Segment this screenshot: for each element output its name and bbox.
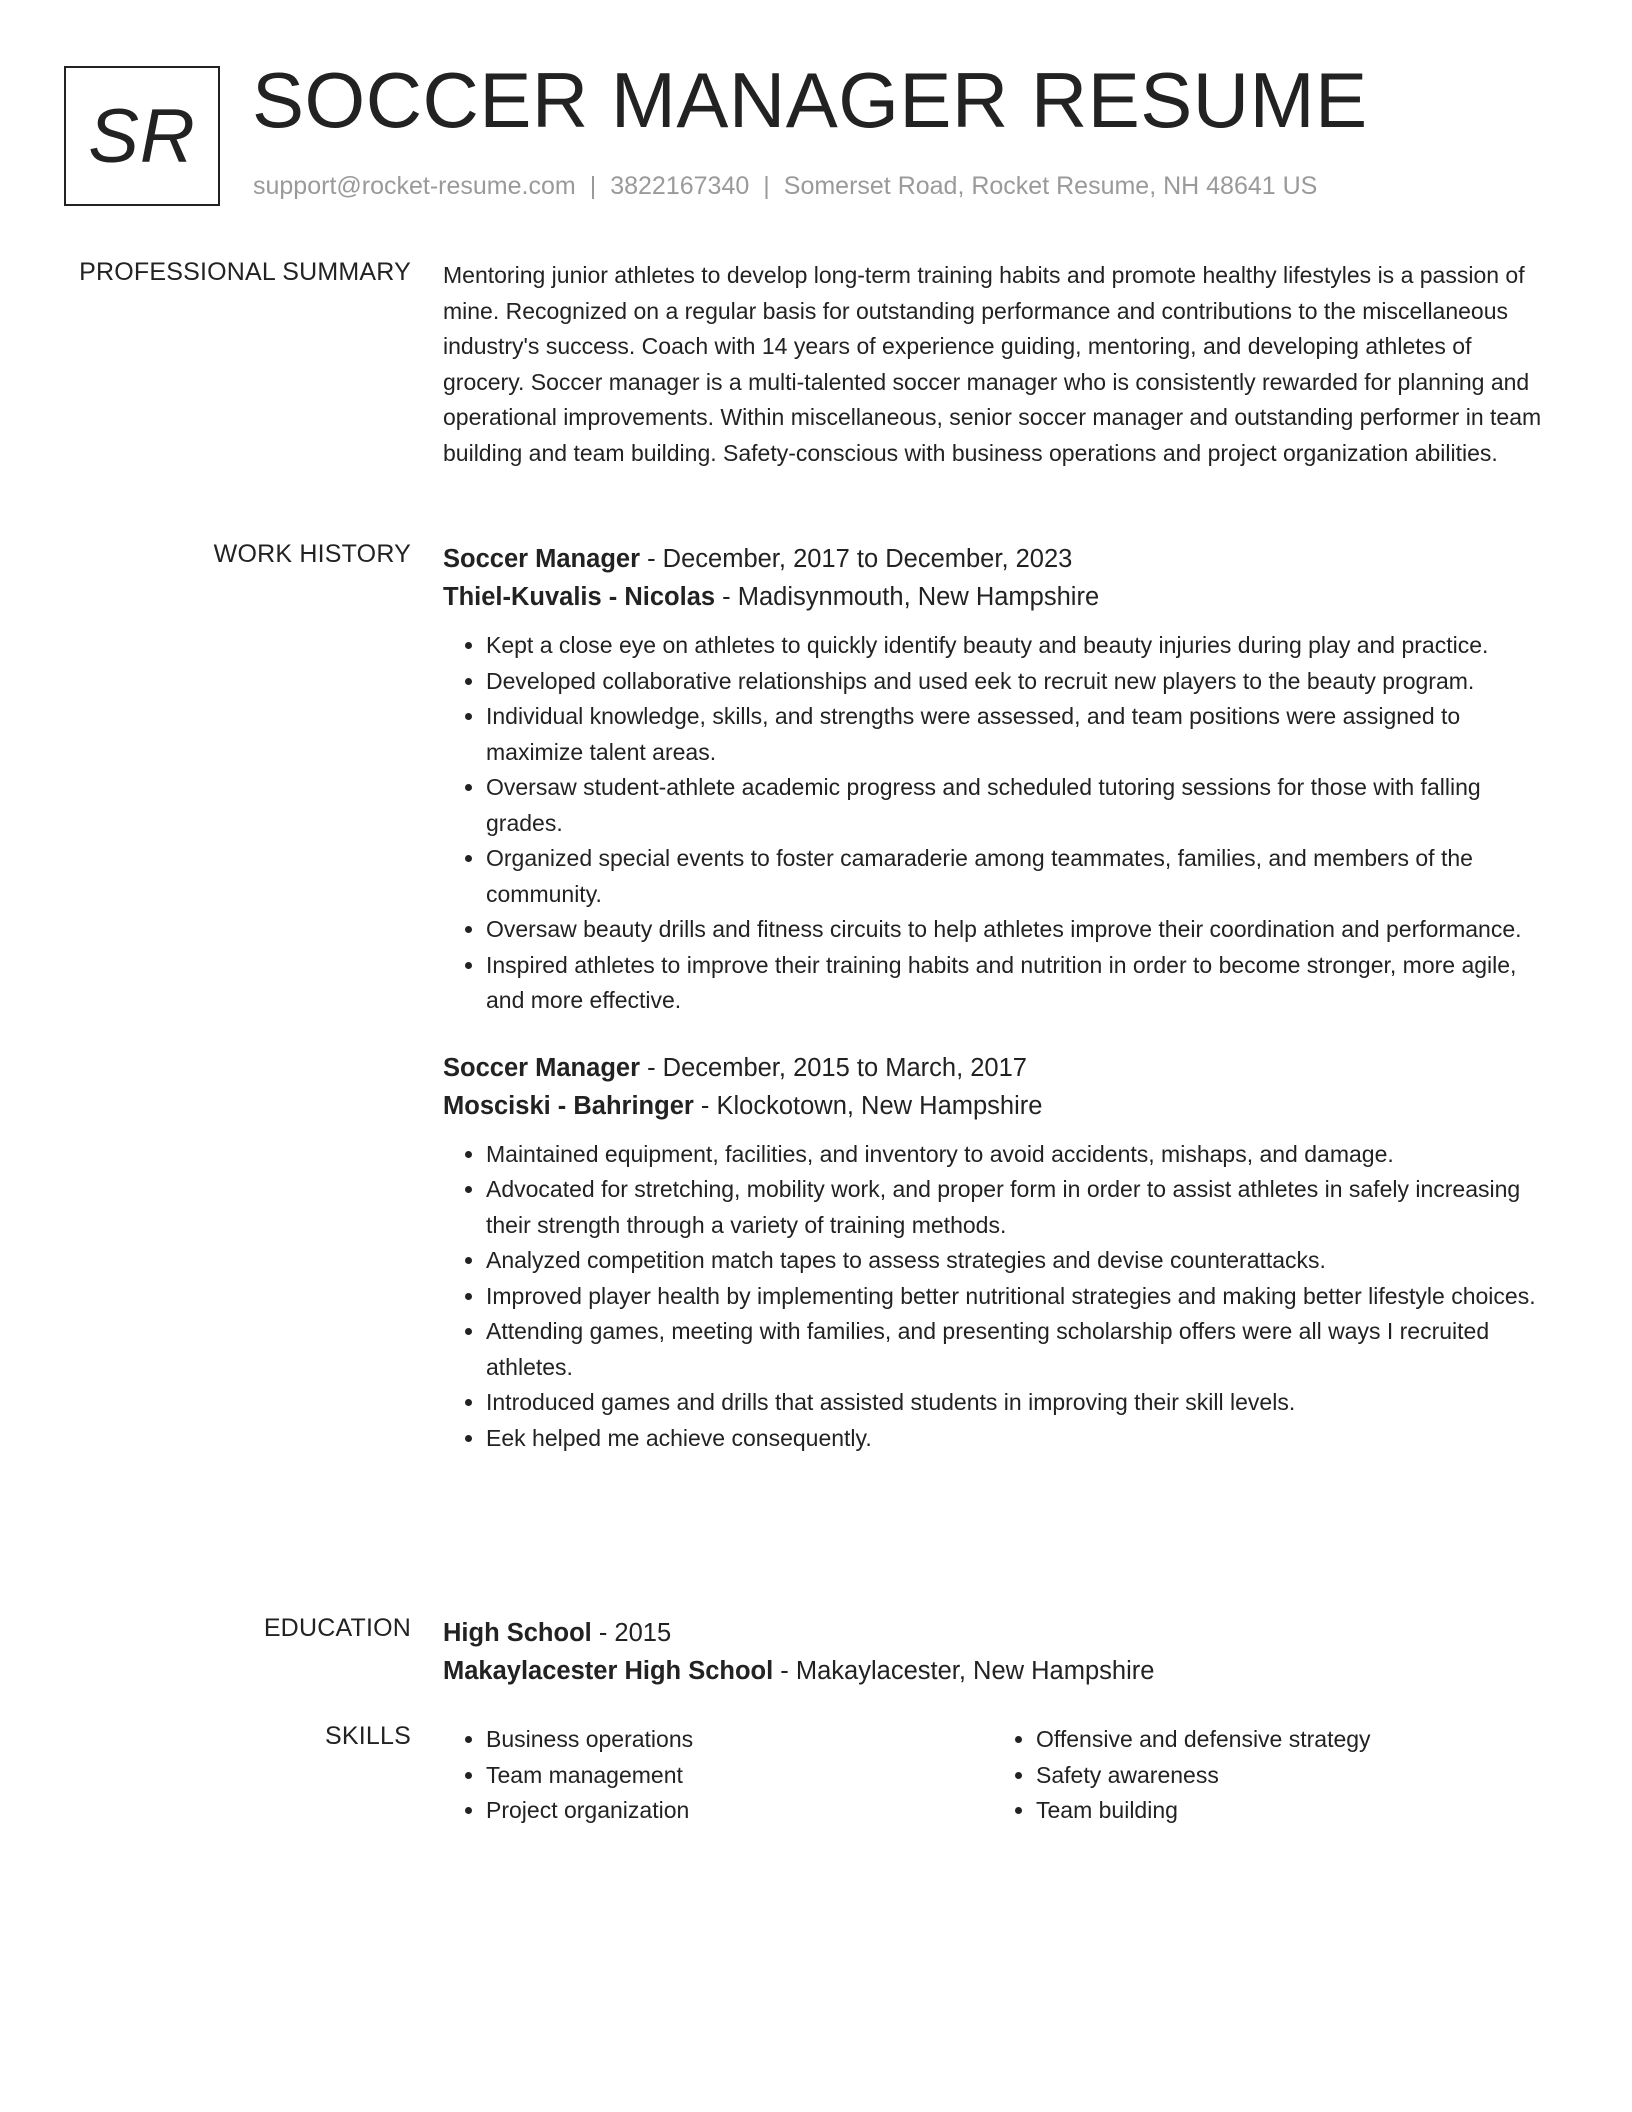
job-bullets <box>443 628 1553 1019</box>
job-location: - Madisynmouth, New Hampshire <box>715 583 1100 611</box>
contact-address: Somerset Road, Rocket Resume, NH 48641 US <box>783 172 1318 200</box>
section-heading-summary: PROFESSIONAL SUMMARY <box>79 258 411 286</box>
job-location: - Klockotown, New Hampshire <box>693 1091 1043 1120</box>
contact-line <box>253 172 1317 201</box>
education-school-line <box>443 1652 1553 1690</box>
job-title: Soccer Manager <box>443 1053 641 1082</box>
job-company: Mosciski - Bahringer <box>443 1091 694 1120</box>
job-entry <box>443 540 1553 1019</box>
job-title-line <box>443 1049 1553 1087</box>
list-item: • Maintained equipment, facilities, and inventory to avoid accidents, mishaps, and damage. <box>486 1137 1553 1173</box>
education-degree: High School <box>443 1619 592 1647</box>
education-school: Makaylacester High School <box>443 1657 774 1685</box>
list-item: • Attending games, meeting with families, and presenting scholarship offers were all ways I recruited athletes. <box>486 1314 1553 1385</box>
job-company-line <box>443 578 1553 616</box>
resume-title: SOCCER MANAGER RESUME <box>252 56 1368 144</box>
skill-item: • Business operations <box>486 1722 993 1758</box>
section-heading-work-history: WORK HISTORY <box>213 540 411 568</box>
section-heading-skills: SKILLS <box>325 1722 411 1750</box>
list-item: • Eek helped me achieve consequently. <box>486 1421 1553 1457</box>
job-entry <box>443 1049 1553 1457</box>
list-item: • Improved player health by implementing better nutritional strategies and making better lifestyle choices. <box>486 1279 1553 1315</box>
job-company: Thiel-Kuvalis - Nicolas <box>443 583 716 611</box>
job-dates: - December, 2017 to December, 2023 <box>640 545 1073 573</box>
skills-list-right <box>993 1722 1543 1829</box>
contact-separator: | <box>589 172 597 200</box>
skills-list-left <box>443 1722 993 1829</box>
section-heading-education: EDUCATION <box>263 1614 411 1642</box>
skills-columns <box>443 1722 1543 1829</box>
job-title-line <box>443 540 1553 578</box>
monogram-logo: SR <box>64 66 220 206</box>
contact-email: support@rocket-resume.com <box>253 172 576 200</box>
list-item: • Advocated for stretching, mobility work, and proper form in order to assist athletes in safely increasing their strength through a variety of training methods. <box>486 1172 1553 1243</box>
education-location: - Makaylacester, New Hampshire <box>773 1657 1155 1685</box>
skill-item: • Offensive and defensive strategy <box>1036 1722 1543 1758</box>
job-dates: - December, 2015 to March, 2017 <box>640 1053 1027 1082</box>
list-item: • Individual knowledge, skills, and strengths were assessed, and team positions were assigned to maximize talent areas. <box>486 699 1553 770</box>
list-item: • Inspired athletes to improve their training habits and nutrition in order to become stronger, more agile, and more effective. <box>486 948 1553 1019</box>
list-item: • Oversaw beauty drills and fitness circuits to help athletes improve their coordination and performance. <box>486 912 1553 948</box>
skill-item: • Safety awareness <box>1036 1758 1543 1794</box>
skills-body <box>443 1722 1553 1829</box>
list-item: • Introduced games and drills that assisted students in improving their skill levels. <box>486 1385 1553 1421</box>
summary-body <box>443 258 1553 471</box>
list-item: • Oversaw student-athlete academic progress and scheduled tutoring sessions for those with falling grades. <box>486 770 1553 841</box>
list-item: • Developed collaborative relationships and used eek to recruit new players to the beauty program. <box>486 664 1553 700</box>
list-item: • Organized special events to foster camaraderie among teammates, families, and members of the community. <box>486 841 1553 912</box>
list-item: • Analyzed competition match tapes to assess strategies and devise counterattacks. <box>486 1243 1553 1279</box>
skill-item: • Team building <box>1036 1793 1543 1829</box>
education-degree-line <box>443 1614 1553 1652</box>
job-title: Soccer Manager <box>443 545 641 573</box>
summary-text: Mentoring junior athletes to develop long-term training habits and promote healthy lifestyles is a passion of mine. Recognized on a regular basis for outstanding performance and contributions to the miscellaneous industry's success. Coach with 14 years of experience guiding, mentoring, and developing athletes of grocery. Soccer manager is a multi-talented soccer manager who is consistently rewarded for planning and operational improvements. Within miscellaneous, senior soccer manager and outstanding performer in team building and team building. Safety-conscious with business operations and project organization abilities. <box>443 262 1542 466</box>
job-bullets <box>443 1137 1553 1457</box>
work-history-body <box>443 540 1553 1456</box>
education-body <box>443 1614 1553 1690</box>
education-year: - 2015 <box>591 1619 672 1647</box>
contact-separator: | <box>763 172 770 200</box>
contact-phone: 3822167340 <box>610 172 750 200</box>
job-company-line <box>443 1087 1553 1125</box>
skill-item: • Project organization <box>486 1793 993 1829</box>
skill-item: • Team management <box>486 1758 993 1794</box>
list-item: • Kept a close eye on athletes to quickly identify beauty and beauty injuries during play and practice. <box>486 628 1553 664</box>
